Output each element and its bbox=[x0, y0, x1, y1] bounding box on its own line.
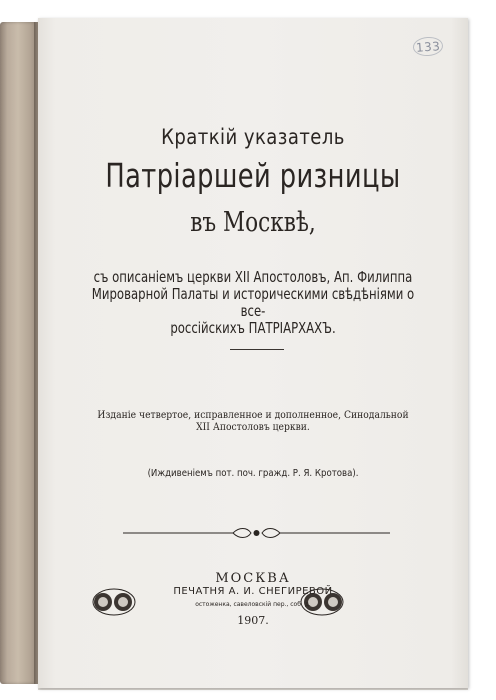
description bbox=[85, 269, 420, 337]
edition-line-2: XII Апостоловъ церкви. bbox=[196, 422, 310, 433]
edition-line-1: Изданiе четвертое, исправленное и дополненное, Синодальной bbox=[97, 410, 409, 421]
imprint-press: ПЕЧАТНЯ А. И. СНЕГИРЕВОЙ bbox=[173, 586, 333, 597]
ornamental-divider bbox=[123, 527, 390, 539]
description-line-1: съ описанiемъ церкви XII Апостоловъ, Ап. Филиппа bbox=[93, 268, 413, 286]
title-line-2: Патрiаршей ризницы bbox=[105, 156, 401, 195]
book bbox=[0, 18, 484, 690]
title-line-1: Краткiй указатель bbox=[161, 125, 345, 149]
imprint-address: остоженка, савеловскiй пер., соб. д. bbox=[195, 601, 311, 608]
imprint-city: МОСКВА bbox=[215, 571, 291, 586]
description-line-3: россiйскихъ ПАТРIАРХАХЪ. bbox=[170, 319, 336, 337]
imprint-year: 1907. bbox=[237, 614, 269, 627]
patron-note: (Иждивенiемъ пот. поч. гражд. Р. Я. Кротова). bbox=[147, 468, 359, 479]
pencil-page-number: 133 bbox=[415, 39, 441, 55]
short-rule-divider bbox=[230, 349, 284, 350]
description-line-2: Мироварной Палаты и историческими свѣдѣнiями о все- bbox=[91, 285, 415, 320]
title-line-3: въ Москвѣ, bbox=[190, 207, 316, 238]
edition-note bbox=[55, 410, 451, 434]
